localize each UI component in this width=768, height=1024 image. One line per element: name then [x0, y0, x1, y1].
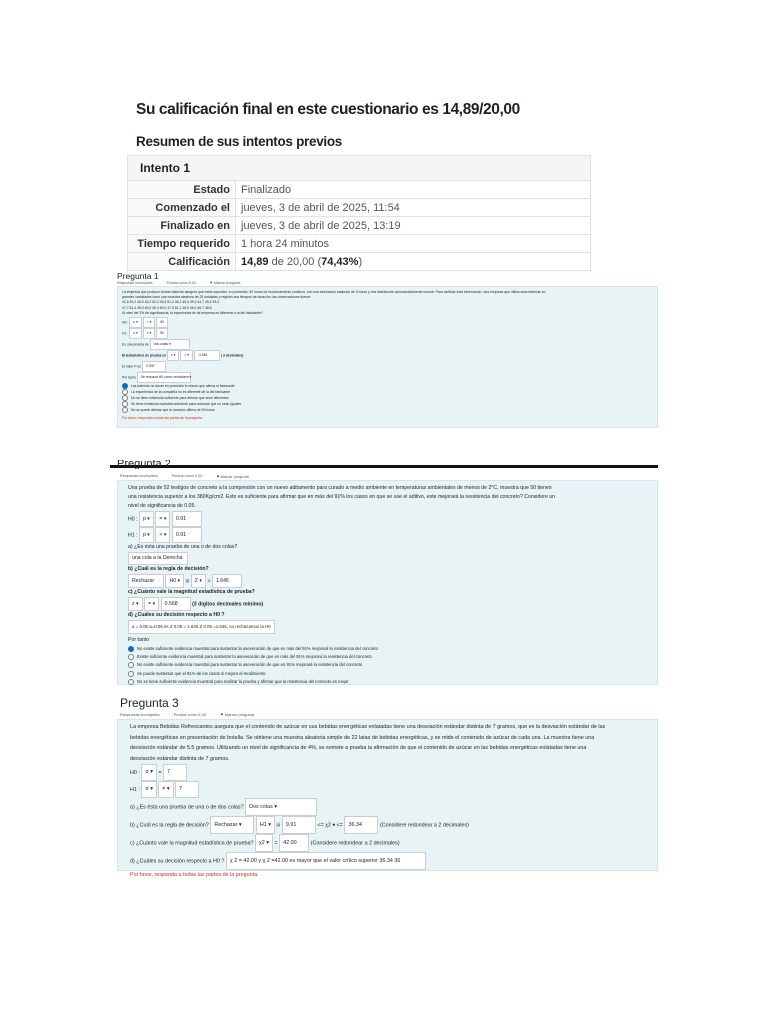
- q2-qa-label: a) ¿Es ésta una prueba de una o de dos colas?: [128, 544, 238, 550]
- q2-qb-hyp-select[interactable]: H0 ▾: [165, 574, 184, 588]
- q3-h0-param-select[interactable]: σ ▾: [141, 764, 157, 781]
- q1-h1-value-input[interactable]: 50: [156, 328, 168, 339]
- time-label: Tiempo requerido: [128, 235, 236, 253]
- started-label: Comenzado el: [128, 199, 236, 217]
- q1-p-input[interactable]: 0.000: [142, 361, 166, 372]
- radio-icon: [122, 401, 128, 407]
- question-1-meta: [117, 281, 240, 285]
- question-2-meta: [120, 474, 249, 479]
- q2-h0-label: H0 :: [128, 516, 138, 523]
- q2-h1-param-select[interactable]: p ▾: [139, 527, 154, 543]
- q2-option-label: Se puede sustentar que el 91% de los casos si mejora el rendimiento: [137, 670, 266, 676]
- radio-icon: [122, 389, 128, 395]
- q3-qb-op: <=: [336, 822, 343, 829]
- q1-option[interactable]: [122, 407, 657, 413]
- q2-qc-label: c) ¿Cuánto vale la magnitud estadística de prueba?: [128, 589, 255, 595]
- q2-h0-value-input[interactable]: 0.91: [172, 511, 202, 527]
- q2-qd-input[interactable]: a = 0.05 a=0.05 es Z 0.05 = 1.645 Z 0.05 =1.645, no rechazamos la H0: [128, 620, 275, 634]
- q1-estadistico-op-select[interactable]: = ▾: [180, 350, 193, 361]
- q3-qc-label: c) ¿Cuánto vale la magnitud estadística de prueba?: [130, 840, 254, 847]
- question-2-title: Pregunta 2: [117, 460, 171, 469]
- q3-flag-label: Marcar pregunta: [224, 712, 255, 717]
- q3-qb-row: [130, 816, 655, 834]
- q3-qb-action-select[interactable]: Rechazar ▾: [210, 816, 254, 834]
- q3-h1-label: H1 :: [130, 787, 140, 794]
- q2-text-2: una resistencia superior a los 380Kg/cm2. Esto es suficiente para afirmar que en más del 91% los casos en que se use el aditivo, este mejorará la resistencia del concreto? Considere un: [128, 494, 556, 500]
- q2-option-label: No existe suficiente evidencia muestral para sustentar la aseveración de que en 91% mejorará la resistencia del concreto: [137, 662, 363, 668]
- q2-h1-label: H1 :: [128, 532, 138, 539]
- q1-prueba-select[interactable]: dos colas ▾: [150, 339, 190, 350]
- q2-h0-param-select[interactable]: p ▾: [139, 511, 154, 527]
- q3-h1-op-select[interactable]: ≠ ▾: [158, 781, 173, 798]
- q1-estadistico-label: El Estadístico de prueba es: [122, 353, 167, 358]
- state-label: Estado: [128, 181, 236, 199]
- q3-text-4: desviación estándar distinta de 7 gramos.: [130, 755, 230, 762]
- q2-option[interactable]: [128, 670, 656, 678]
- table-row: [128, 217, 591, 235]
- question-1-title: Pregunta 1: [117, 271, 159, 281]
- q3-qb-note: (Considere redondear a 2 decimales): [379, 822, 469, 829]
- time-value: 1 hora 24 minutos: [236, 235, 591, 253]
- q2-points: Puntúa como 5,00: [171, 474, 203, 478]
- q3-text-2: bebidas energéticas en presentación de botella. Se obtiene una muestra aleatoria simple de 22 latas de bebidas energéticas, y se mide el contenido de azúcar de cada una. La muestra tiene una: [130, 734, 595, 741]
- q2-qc-var-select[interactable]: z ▾: [128, 597, 143, 611]
- q1-estadistico-row: [122, 350, 657, 361]
- q2-option-label: Existe suficiente evidencia muestral para sustentar la aseveración de que en más del 91% mejorará la resistencia del concreto: [137, 654, 372, 660]
- attempts-summary-heading: Resumen de sus intentos previos: [136, 134, 343, 149]
- q3-qb-stat: <= χ2 ▾: [317, 822, 336, 829]
- q3-qd-row: [130, 852, 655, 870]
- q1-h1-label: H1 :: [122, 331, 129, 336]
- q2-qb-label: b) ¿Cuál es la regla de decisión?: [128, 566, 209, 572]
- q1-p-row: [122, 361, 657, 372]
- q3-h0-op: =: [158, 770, 162, 777]
- grade-value: [236, 253, 591, 271]
- q3-qa-label: a) ¿Es ésta una prueba de una o de dos colas?: [130, 804, 244, 811]
- q1-data-2: 47,7 51,4 49,0 46,0 49,4 50,0 47,9 51,1 46,9 46,0 46,7 48,8: [122, 305, 212, 310]
- q2-flag-label: Marcar pregunta: [220, 475, 249, 479]
- question-3-meta: [120, 712, 254, 717]
- radio-icon: [128, 662, 134, 668]
- attempt-summary-table: [127, 155, 591, 271]
- q2-option-label: No existe suficiente evidencia muestral para sustentar la aseveración de que en más del 91% mejorará la resistencia del concreto: [137, 646, 378, 651]
- q1-estadistico-note: ( 3 decimales): [220, 353, 244, 358]
- flag-icon: ⚑: [216, 475, 220, 479]
- grade-score: 14,89: [241, 255, 269, 268]
- q1-h1-op-select[interactable]: ≠ ▾: [143, 328, 156, 339]
- q3-qb-hyp-select[interactable]: H1 ▾: [256, 816, 275, 834]
- q3-qc-note: (Considere redondear a 2 decimales): [310, 840, 400, 847]
- radio-icon: [128, 679, 134, 685]
- q1-portanto-label: Por tanto: [122, 375, 136, 380]
- q3-flag[interactable]: [220, 712, 254, 717]
- q2-h1-value-input[interactable]: 0.91: [172, 527, 202, 543]
- q2-qa-select[interactable]: una cola a la Derecha: [128, 552, 188, 565]
- q2-status: Respuesta incompleta: [120, 474, 158, 478]
- q1-option-label: Se tiene evidencia muestral suficiente para rechazar que no sean iguales: [131, 402, 242, 407]
- q1-text-2: grandes cantidades tomó una muestra aleatoria de 25 unidades y registró sus tiempos de duración; las observaciones fueron:: [122, 295, 312, 300]
- q2-flag[interactable]: [216, 474, 248, 479]
- q3-qa-select[interactable]: Dos colas ▾: [245, 798, 317, 816]
- q1-data-1: 42,5 49,2 48,5 43,2 52,3 43,3 51,2 46,1 45,3 49,2 44,7 45,4 53,0: [122, 300, 220, 305]
- q1-option-label: No se puede afirmar que la duración difiera de 50 horas: [131, 408, 215, 413]
- finished-label: Finalizado en: [128, 217, 236, 235]
- q3-qb-si: si: [276, 822, 281, 829]
- final-grade-heading: Su calificación final en este cuestionario es 14,89/20,00: [136, 101, 520, 118]
- question-2-title-clip: [117, 460, 207, 469]
- question-3-title: Pregunta 3: [120, 696, 179, 710]
- q3-qc-op: =: [274, 840, 278, 847]
- q3-qc-var-select[interactable]: χ2 ▾: [255, 834, 273, 852]
- q3-h1-value-input[interactable]: 7: [175, 781, 199, 798]
- grade-label: Calificación: [128, 253, 236, 271]
- grade-close: ): [358, 255, 363, 268]
- q2-option[interactable]: [128, 653, 656, 661]
- table-row: [128, 181, 591, 199]
- q2-qc-note: (3 dígitos decimales mínimo): [192, 601, 264, 608]
- q1-p-label: El valor P es: [122, 364, 141, 369]
- q3-text-3: desviación estándar de 5.5 gramos. Utilizando un nivel de significancia de 4%, se somete a prueba la afirmación de que el contenido de azúcar en las bebidas energéticas enlatadas tiene una: [130, 745, 587, 752]
- q1-prueba-label: Es una prueba de: [122, 342, 149, 347]
- q1-text-1: La empresa que produce ciertas baterías asegura que estas soportan, en promedio, 50 horas de funcionamiento continuo, con una desviación estándar de 3 horas y una distribución aproximadamente normal. Para verificar esta información, otra empresa que utiliza esas baterías en: [122, 290, 546, 294]
- q1-flag[interactable]: [210, 281, 241, 285]
- question-1-content: [117, 286, 658, 428]
- q1-points: Puntúa como 5,00: [166, 281, 196, 285]
- q2-qc-op-select[interactable]: = ▾: [144, 597, 159, 611]
- q2-text-1: Una prueba de 52 testigos de concreto a la compresión con un nuevo aditamento para curado a medio ambiente en temperaturas ambientales de menos de 2°C, muestra que 50 tienen: [128, 485, 552, 491]
- q2-qb-si: si: [185, 578, 190, 585]
- state-value: Finalizado: [236, 181, 591, 199]
- table-row: [128, 199, 591, 217]
- q2-h0-row: [128, 511, 656, 527]
- table-row: [128, 235, 591, 253]
- started-value: jueves, 3 de abril de 2025, 11:54: [236, 199, 591, 217]
- q3-qd-input[interactable]: χ 2 = 42.00 y χ 2 =42.00 es mayor que el valor crítico superior 36.34 36: [226, 852, 426, 870]
- q2-option-label: No se tiene suficiente evidencia muestral para realizar la prueba y afirmar que la resistencia del concreto es mejor: [137, 678, 349, 684]
- q1-question: Al nivel del 2% de significancia, la experiencia de tal empresa es diferente a la del fabricante?: [122, 310, 263, 315]
- q2-qb-op: >: [207, 578, 211, 585]
- grade-total: de 20,00 (: [268, 255, 322, 268]
- q2-options: [128, 645, 656, 686]
- q2-h1-row: [128, 527, 656, 543]
- radio-icon: [128, 671, 134, 677]
- q1-h0-label: H0 :: [122, 320, 129, 325]
- q1-warning: Por favor, responda a todas las partes de la pregunta.: [122, 416, 203, 421]
- q3-qd-label: d) ¿Cuáles su decisión respecto a H0 ?: [130, 858, 225, 865]
- q1-option-label: La experiencia de la compañía no es diferente de la del fabricante: [131, 390, 231, 394]
- q3-h0-label: H0 :: [130, 770, 140, 777]
- q1-h0-value-input[interactable]: 50: [156, 317, 168, 328]
- q1-h0-op-select[interactable]: = ▾: [143, 317, 156, 328]
- q2-h0-op-select[interactable]: = ▾: [155, 511, 170, 527]
- q3-qb-upper-input[interactable]: 36.34: [344, 816, 378, 834]
- q1-h0-param-select[interactable]: u ▾: [129, 317, 142, 328]
- q3-qa-row: [130, 798, 655, 816]
- q2-qc-input[interactable]: 0.568: [161, 597, 191, 611]
- q1-option-label: No se tiene evidencia suficiente para afirmar que sean diferentes: [131, 396, 229, 401]
- q2-text-3: nivel de significancia de 0.05.: [128, 503, 196, 509]
- q2-portanto-label: Por tanto: [128, 637, 150, 643]
- radio-selected-icon: [128, 646, 134, 652]
- q1-h0-row: [122, 317, 657, 328]
- flag-icon: ⚑: [220, 712, 224, 717]
- q2-option[interactable]: [128, 645, 656, 653]
- finished-value: jueves, 3 de abril de 2025, 13:19: [236, 217, 591, 235]
- flag-icon: ⚑: [209, 281, 213, 285]
- q2-qb-value-input[interactable]: 1.645: [212, 574, 242, 588]
- q3-warning: Por favor, responda a todas las partes de la pregunta.: [130, 872, 259, 879]
- q1-prueba-row: [122, 339, 657, 350]
- radio-icon: [122, 407, 128, 413]
- q3-h0-row: [130, 764, 655, 781]
- q3-qb-label: b) ¿Cuál es la regla de decisión?: [130, 822, 209, 829]
- q2-qb-action-select[interactable]: Rechazar: [128, 574, 164, 588]
- q1-flag-label: Marcar pregunta: [213, 281, 241, 285]
- q1-portanto-row: [122, 372, 657, 383]
- grade-percent: 74,43%: [321, 255, 359, 268]
- q2-qd-label: d) ¿Cuáles su decisión respecto a H0 ?: [128, 612, 225, 618]
- q2-qc-row: [128, 597, 656, 611]
- attempt-header: Intento 1: [128, 156, 591, 181]
- q3-h0-value-input[interactable]: 7: [163, 764, 187, 781]
- q3-qb-lower-input[interactable]: 9.91: [282, 816, 316, 834]
- radio-icon: [128, 654, 134, 660]
- q3-h1-param-select[interactable]: σ ▾: [141, 781, 157, 798]
- question-3-content: [117, 719, 658, 879]
- q1-h1-param-select[interactable]: u ▾: [129, 328, 142, 339]
- q2-option[interactable]: [128, 678, 656, 686]
- radio-selected-icon: [122, 383, 128, 389]
- q2-qb-row: [128, 574, 656, 588]
- q2-option[interactable]: [128, 661, 656, 669]
- question-2-content: [117, 480, 658, 685]
- radio-icon: [122, 395, 128, 401]
- q1-status: Respuesta incompleta: [117, 281, 153, 285]
- q3-qc-input[interactable]: 42.00: [279, 834, 309, 852]
- q1-estadistico-var-select[interactable]: z ▾: [167, 350, 179, 361]
- q2-h1-op-select[interactable]: > ▾: [155, 527, 170, 543]
- q1-h1-row: [122, 328, 657, 339]
- q3-qc-row: [130, 834, 655, 852]
- q1-option-label: Las baterías no duran en promedio lo mismo que afirma el fabricante: [131, 383, 235, 388]
- q3-points: Puntúa como 5,00: [173, 712, 207, 717]
- table-row: [128, 253, 591, 271]
- q2-qb-stat-select[interactable]: Z ▾: [191, 574, 206, 588]
- q3-status: Respuesta incompleta: [120, 712, 160, 717]
- q3-h1-row: [130, 781, 655, 798]
- q1-estadistico-input[interactable]: -3.681: [194, 350, 220, 361]
- q3-text-1: La empresa Bebidas Refrescantes asegura que el contenido de azúcar en sus bebidas energéticas enlatadas tiene una desviación estándar distinta de 7 gramos, que es la desviación estándar de las: [130, 724, 606, 730]
- q1-portanto-select[interactable]: Se rechaza H0 como verdadera ▾: [137, 372, 191, 383]
